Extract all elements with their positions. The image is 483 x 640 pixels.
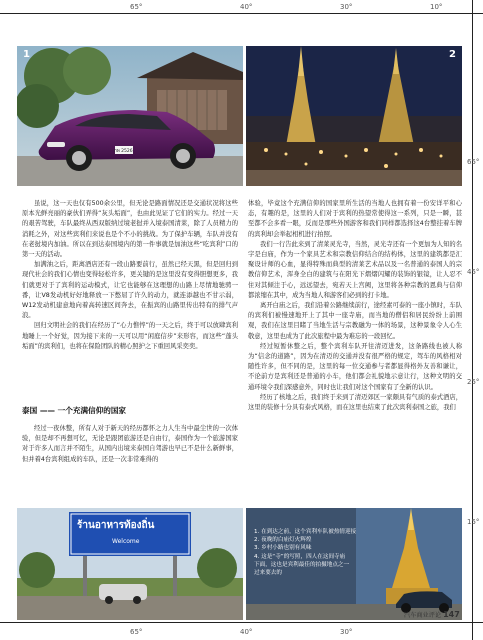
caption-line: 下面，这也是宾利最佳的拍摄地点之一: [254, 561, 350, 568]
paragraph: 经过短暂休整之后，整个宾利车队开往清迈进发，这条路线也被人称为“信念的道路”，因为在清迈的交通并没有很严格的规定，驾车的风格相对随性许多，但不同的是，这里的每一位交通参与者都显得格外友善和谦让，不论前方是宾利还是普通的小车，他们都会礼貌地示意让行，这种文明的交通环境令我们深感意外，同时也让我们对这个国家有了全新的认识。: [248, 342, 462, 391]
caption-line: 3. 乡村小路也别有风味: [254, 545, 312, 552]
page-footer: [404, 610, 460, 619]
crop-mark-bottom-2: 40°: [240, 628, 253, 636]
paragraph: 经过一夜休整，所有人对于新天的经历都怀之力人生当中最尘世的一次体验，但是却不再想可忆，无论是跟团旅游还是自由行，泰国作为一个旅游国家对于许多人而言并不陌生，从国内出境来泰国自驾游也早已不是什么新鲜事，但并着4台宾利组成的车队，还是一次非常难得的: [22, 425, 238, 463]
crop-mark-right-3: 25°: [467, 378, 480, 386]
crop-mark-bottom-3: 30°: [340, 628, 353, 636]
photo-night-temple: [246, 46, 462, 186]
paragraph: 经历了核地之后，我们终于来到了清迈郊区一家颇具有气质的泰式酒店，这里的装修十分具有泰式风格，而在这里也结束了此次宾利泰国之旅，我们: [248, 393, 462, 412]
crop-mark-right-2: 45°: [467, 268, 480, 276]
top-trim-line: [0, 13, 483, 14]
crop-mark-top-3: 30°: [340, 3, 353, 11]
section-heading: 泰国 —— 一个充满信仰的国家: [22, 406, 127, 415]
crop-mark-bottom-1: 65°: [130, 628, 143, 636]
left-column: [22, 199, 238, 352]
crop-mark-top-2: 40°: [240, 3, 253, 11]
license-plate: กพ 2526: [114, 149, 133, 154]
paragraph: 我们一行告此来到了清莱灵光寺，当然，灵光寺还有一个更加为人知的名字是白庙，作为一个家具艺术和宗教信仰结合的结构体，这里的建筑都是汇聚设计师的心血，显得特殊而典型的清莱艺术品以及一名普通的泰国人的宗教信仰艺术，浑身全白的建筑与在阳光下熠熠闪耀的装饰的银镜，让人忍不住对其倾注于心，远远望去，宛若天上宫阙，这里将各种宗教的恩典与信仰都浓缩在其中，成为当地人和游客们必到的打卡地。: [248, 240, 462, 299]
right-column: [248, 199, 462, 504]
photo-number: 1: [23, 49, 30, 60]
photo-roadside-sign: [17, 508, 243, 620]
page-number: 147: [443, 610, 460, 619]
sign-sub-text: Welcome: [112, 538, 140, 545]
paragraph: 体验，毕竟这个充满信仰的国家里所生活的当地人也拥有着一份安详平和心态，有趣的是，这里的人们对于宾利的热望常使得这一系列，只是一瞬，甚至都不会多看一眼，反而是那些外国游客和我们同样都选择这4台整挂着车牌的宾利却会举起相机进行拍照。: [248, 200, 462, 238]
magazine-name: 汽车商业评论: [404, 612, 442, 619]
paragraph: 加满油之后，距离酒店还有一段山路要前行，虽然已经天黑，但是回归到现代社会的我们心情也变得轻松许多，更关键的是这里没有变得胆想更多，我们就更对于了宾利的运动模式，让它也能够在这理想的山路上尽情地驰骋一番，让V8发动机好好地释放一下憋屈了许久的动力，就连添越也不甘示弱，W12发动机建意地向着高转速区间奔去，在振宾的山路里传出特有的排气声浪。: [22, 261, 238, 320]
crop-mark-top-1: 65°: [130, 3, 143, 11]
purple-car-illustration: [17, 46, 243, 186]
crop-mark-top-4: 10°: [430, 3, 443, 11]
photo-purple-car: [17, 46, 243, 186]
night-temple-illustration: [246, 46, 462, 186]
caption-line: 1. 在到达之前，这个宾利车队被热情迎接: [254, 529, 357, 535]
crop-mark-right-4: 15°: [467, 518, 480, 526]
right-trim-line: [472, 0, 473, 640]
bottom-trim-line: [0, 622, 483, 623]
photo-gold-stupa: [246, 508, 462, 620]
crop-mark-right-1: 65°: [467, 158, 480, 166]
caption-line: 4. 这是“寺”的写照，四人在这间寺庙: [254, 553, 346, 560]
caption-line: 过来要去的: [254, 570, 282, 577]
caption-line: 2. 夜晚的白庙灯火辉煌: [254, 537, 312, 544]
paragraph: 离开白庙之后，我们沿着公路继续前行，途经素可泰的一座小镇时，车队的宾利们被慢速地开上了其中一座寺庙，而当地的僧侣和居民纷纷上前围观，我们在这里目睹了当地生活与宗教融为一体的场景，这种景象令人心生敬意，这里也成为了此次旅程中最为难忘的一段回忆。: [248, 302, 462, 340]
left-column-section: [22, 424, 238, 465]
paragraph: 回归文明社会的我们在经历了“心力憔悴”的一天之后，终于可以放肆宾利地睡上一个好觉，因为接下来的一天可以用“闲庭信步”来形容，而这些“蓬头垢面”的宾利们，也将在保险团队的精心照护之下重回风采奕奕。: [22, 322, 238, 350]
sign-main-text: ร้านอาหารท้องถิ่น: [77, 520, 155, 531]
paragraph: 虽说，这一天也仅有500余公里，但无论是路面情况还是交通状况将这些原本光鲜亮丽的豪伙们弄得“灰头垢面”，也由此见证了它们的实力。经过一天的艰苦驾驶，车队最终从西双版纳过境老挝并入境泰国清莱，除了人员精力的消耗之外，对这些宾利们来说也是个不小的挑战。为了保护车辆，车队并没有在老挝境内加油。所以在到达泰国境内的第一件事就是加油这些“吃宾利”口的第一天的活动。: [22, 200, 238, 259]
photo-number: 2: [449, 49, 456, 60]
photo-captions: [254, 528, 356, 577]
